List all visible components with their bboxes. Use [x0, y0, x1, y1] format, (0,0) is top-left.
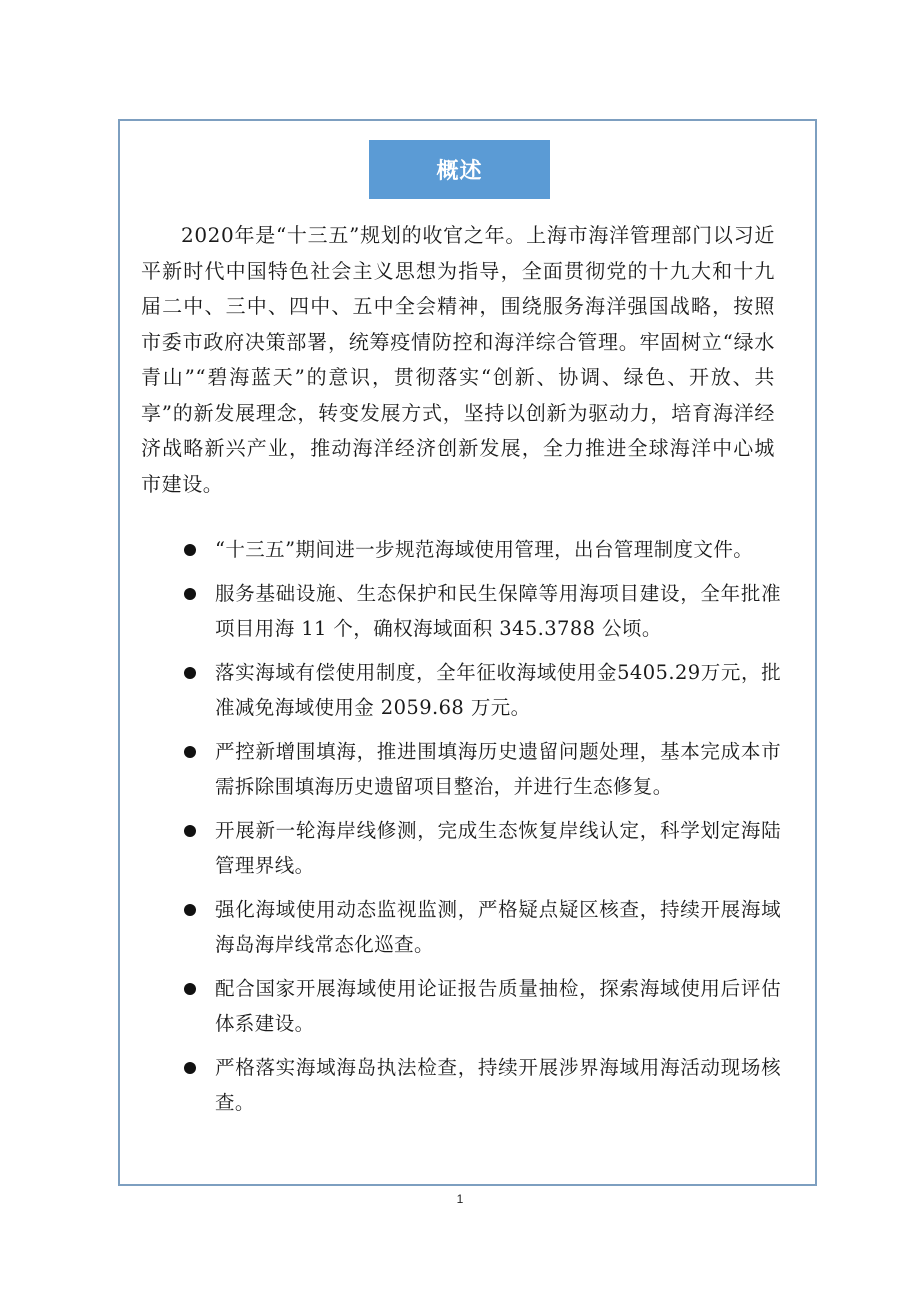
list-item-text: 服务基础设施、生态保护和民生保障等用海项目建设，全年批准项目用海 11 个，确权海域面积 345.3788 公顷。: [215, 581, 781, 640]
bullet-icon: [184, 983, 196, 995]
section-title: 概述: [369, 140, 550, 199]
list-item: [141, 1050, 781, 1121]
bullet-icon: [184, 667, 196, 679]
bullet-icon: [184, 544, 196, 556]
list-item: [141, 892, 781, 963]
list-item-text: 开展新一轮海岸线修测，完成生态恢复岸线认定，科学划定海陆管理界线。: [215, 818, 781, 877]
bullet-icon: [184, 746, 196, 758]
list-item-text: 落实海域有偿使用制度，全年征收海域使用金5405.29万元，批准减免海域使用金 2059.68 万元。: [215, 660, 781, 719]
list-item-text: 强化海域使用动态监视监测，严格疑点疑区核查，持续开展海域海岛海岸线常态化巡查。: [215, 897, 781, 956]
list-item: [141, 971, 781, 1042]
bullet-icon: [184, 588, 196, 600]
list-item: [141, 532, 781, 568]
list-item-text: 严控新增围填海，推进围填海历史遗留问题处理，基本完成本市需拆除围填海历史遗留项目整治，并进行生态修复。: [215, 739, 781, 798]
list-item: [141, 576, 781, 647]
list-item-text: 严格落实海域海岛执法检查，持续开展涉界海域用海活动现场核查。: [215, 1055, 781, 1114]
list-item: [141, 813, 781, 884]
bullet-icon: [184, 825, 196, 837]
list-item: [141, 655, 781, 726]
list-item-text: 配合国家开展海域使用论证报告质量抽检，探索海域使用后评估体系建设。: [215, 976, 781, 1035]
bullet-icon: [184, 904, 196, 916]
list-item: [141, 734, 781, 805]
bullet-icon: [184, 1062, 196, 1074]
page-number: 1: [456, 1192, 464, 1206]
intro-paragraph: 2020年是“十三五”规划的收官之年。上海市海洋管理部门以习近平新时代中国特色社会主义思想为指导，全面贯彻党的十九大和十九届二中、三中、四中、五中全会精神，围绕服务海洋强国战略，按照市委市政府决策部署，统筹疫情防控和海洋综合管理。牢固树立“绿水青山”“碧海蓝天”的意识，贯彻落实“创新、协调、绿色、开放、共享”的新发展理念，转变发展方式，坚持以创新为驱动力，培育海洋经济战略新兴产业，推动海洋经济创新发展，全力推进全球海洋中心城市建设。: [141, 223, 775, 496]
list-item-text: “十三五”期间进一步规范海域使用管理，出台管理制度文件。: [215, 538, 754, 561]
bullet-list: [141, 532, 781, 1129]
